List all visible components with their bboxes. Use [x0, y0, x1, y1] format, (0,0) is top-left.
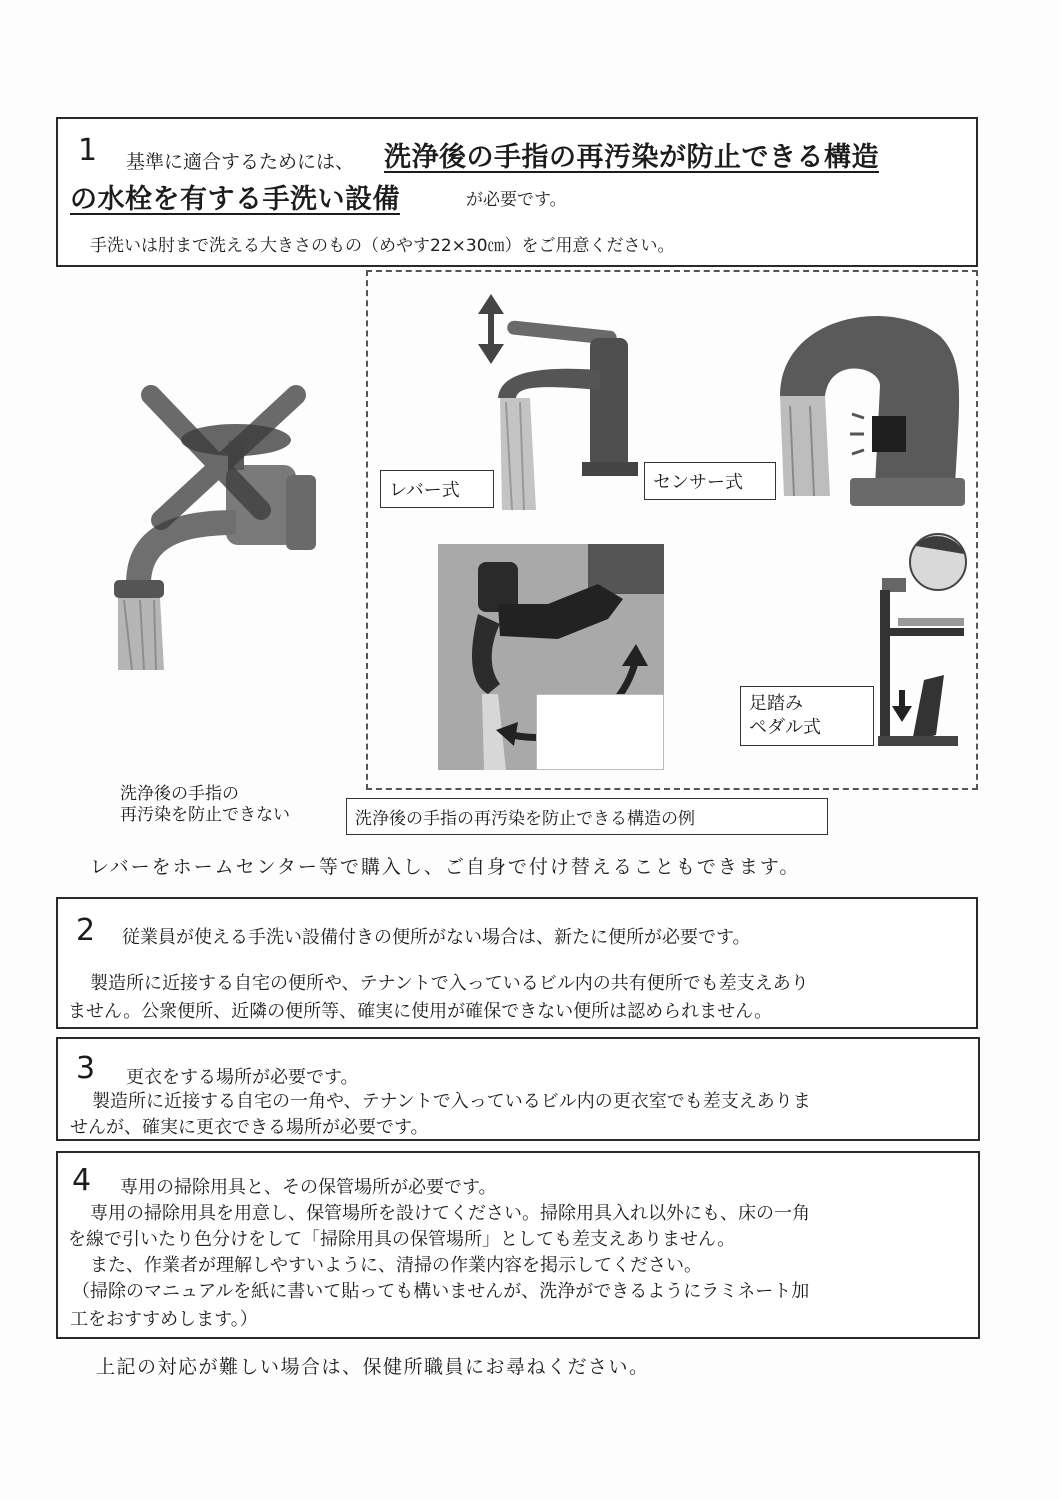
section-4-body-3: また、作業者が理解しやすいように、清掃の作業内容を掲示してください。	[90, 1255, 702, 1276]
old-faucet-crossed-illustration	[96, 370, 336, 690]
lever-label: レバー式	[380, 470, 494, 508]
section-2-body-2: ません。公衆便所、近隣の便所等、確実に使用が確保できない便所は認められません。	[68, 1001, 773, 1022]
pedal-illustration	[868, 530, 968, 750]
section-2-heading: 従業員が使える手洗い設備付きの便所がない場合は、新たに便所が必要です。	[122, 927, 751, 948]
sensor-label: センサー式	[644, 462, 776, 500]
section-4-heading: 専用の掃除用具と、その保管場所が必要です。	[120, 1177, 497, 1198]
section-3-heading: 更衣をする場所が必要です。	[126, 1067, 359, 1088]
section-3-body-2: せんが、確実に更衣できる場所が必要です。	[70, 1117, 429, 1138]
section-4-body-4: （掃除のマニュアルを紙に書いて貼っても構いませんが、洗浄ができるようにラミネート加	[72, 1281, 810, 1302]
section-1-emphasis-1: 洗浄後の手指の再汚染が防止できる構造	[384, 142, 879, 173]
lever-faucet-illustration	[470, 290, 650, 520]
section-4-body-2: を線で引いたり色分けをして「掃除用具の保管場所」としても差支えありません。	[68, 1229, 736, 1250]
down-arrow-icon	[892, 690, 912, 722]
section-1-note: 手洗いは肘まで洗える大きさのもの（めやす22×30㎝）をご用意ください。	[90, 236, 675, 256]
section-2-body-1: 製造所に近接する自宅の便所や、テナントで入っているビル内の共有便所でも差支えあり	[90, 973, 809, 994]
bad-caption-line-2: 再汚染を防止できない	[120, 805, 290, 825]
pedal-label	[740, 686, 874, 746]
sensor-signal-icon	[850, 414, 864, 454]
pedal-label-line-1: 足踏み	[749, 693, 803, 714]
section-4-number: 4	[72, 1163, 92, 1198]
up-down-arrow-icon	[478, 294, 504, 364]
section-2-number: 2	[76, 913, 96, 948]
bad-caption	[120, 784, 290, 826]
section-3-body-1: 製造所に近接する自宅の一角や、テナントで入っているビル内の更衣室でも差支えありま	[92, 1091, 811, 1112]
section-1-emphasis-2: の水栓を有する手洗い設備	[70, 184, 400, 215]
section-1-box	[56, 117, 978, 267]
section-4-body-1: 専用の掃除用具を用意し、保管場所を設けてください。掃除用具入れ以外にも、床の一角	[90, 1203, 810, 1224]
section-3-box	[56, 1037, 980, 1141]
section-4-body-5: 工をおすすめします。）	[70, 1309, 258, 1330]
section-1-number: 1	[78, 133, 98, 168]
lever-note: レバーをホームセンター等で購入し、ご自身で付け替えることもできます。	[90, 856, 801, 878]
section-2-box	[56, 897, 978, 1029]
pedal-label-line-2: ペダル式	[749, 717, 821, 738]
good-caption: 洗浄後の手指の再汚染を防止できる構造の例	[346, 798, 828, 835]
section-1-lead: 基準に適合するためには、	[126, 151, 355, 173]
photo-white-patch	[536, 694, 664, 770]
sensor-faucet-illustration	[770, 296, 970, 511]
section-1-tail: が必要です。	[466, 190, 567, 210]
section-4-box	[56, 1151, 980, 1339]
footer-note: 上記の対応が難しい場合は、保健所職員にお尋ねください。	[96, 1356, 650, 1378]
section-3-number: 3	[76, 1051, 96, 1086]
bad-caption-line-1: 洗浄後の手指の	[120, 784, 239, 804]
